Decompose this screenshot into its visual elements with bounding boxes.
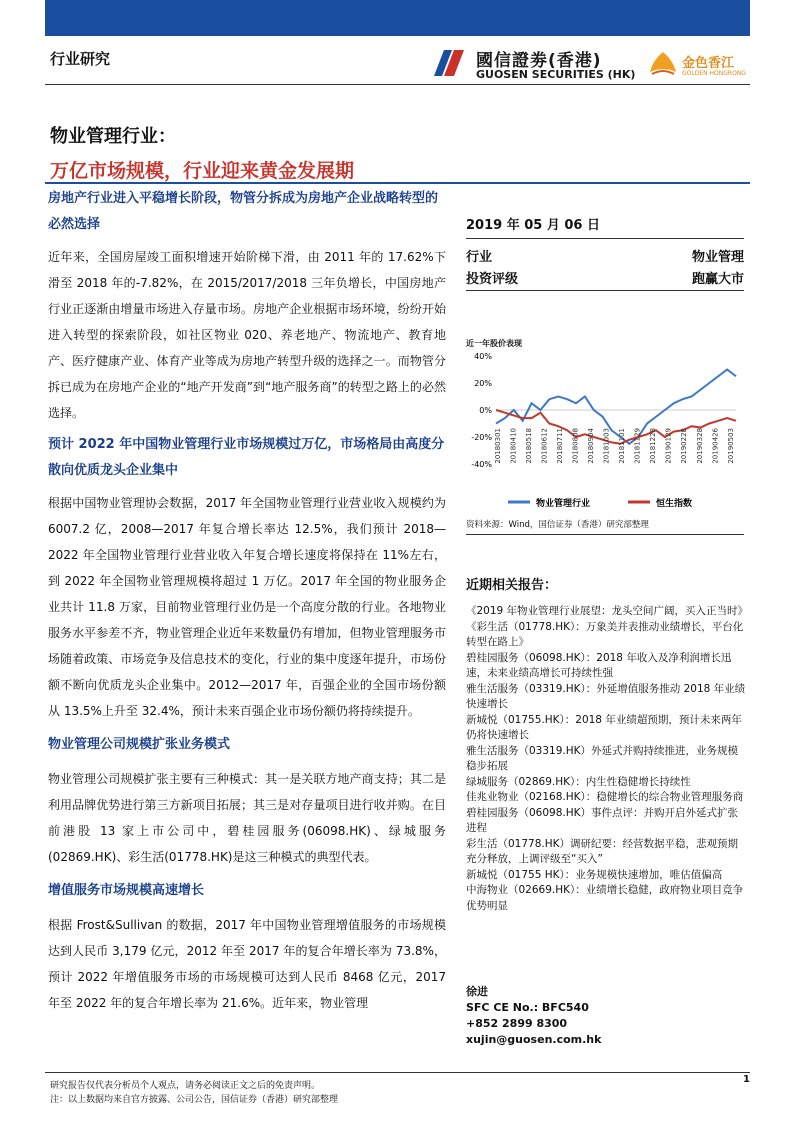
report-title: 物业管理行业：	[50, 126, 176, 147]
report-date: 2019 年 05 月 06 日	[466, 218, 600, 233]
related-reports-list	[466, 604, 749, 914]
report-item[interactable]: 新城悦（01755 HK）：业务规模快速增加，唯估值偏高	[466, 868, 723, 881]
stock-chart	[466, 350, 744, 510]
x-tick-label: 20190426	[711, 428, 720, 464]
report-item[interactable]: 绿城服务（02869.HK）：内生性稳健增长持续性	[466, 775, 691, 788]
chart-source: 资料来源：Wind，国信证券（香港）研究部整理	[466, 520, 649, 530]
y-tick-label: 20%	[474, 379, 492, 388]
legend-label: 恒生指数	[656, 499, 693, 509]
logo-english: GUOSEN SECURITIES (HK)	[476, 68, 636, 81]
footer-divider	[45, 1072, 750, 1073]
date-divider	[466, 238, 744, 239]
x-tick-label: 20181101	[618, 428, 627, 464]
guosen-logo-icon	[430, 46, 470, 80]
y-tick-label: 0%	[479, 406, 492, 415]
golden-logo-chinese: 金色香江	[682, 56, 735, 71]
report-item[interactable]: 雅生活服务（03319.HK）外延式并购持续推进，业务规模稳步拓展	[466, 744, 739, 772]
page-number: 1	[743, 1074, 750, 1085]
industry-label: 行业	[466, 250, 493, 265]
x-tick-label: 20190328	[695, 428, 704, 464]
right-column	[466, 214, 744, 233]
x-tick-label: 20181228	[649, 428, 658, 464]
analyst-phone: +852 2899 8300	[466, 1017, 568, 1030]
heading-3: 物业管理公司规模扩张业务模式	[48, 737, 231, 752]
heading-4: 增值服务市场规模高速增长	[48, 883, 205, 898]
report-item[interactable]: 碧桂园服务（06098.HK）事件点评：并购开启外延式扩张进程	[466, 806, 739, 834]
reports-title: 近期相关报告：	[466, 578, 558, 593]
x-tick-label: 20181003	[602, 428, 611, 464]
legend-label: 物业管理行业	[536, 499, 591, 509]
report-item[interactable]: 《彩生活（01778.HK）：万象美并表推动业绩增长，平台化转型在路上》	[466, 620, 744, 648]
rating-divider	[466, 290, 744, 291]
y-tick-label: -40%	[471, 460, 492, 469]
logo-chinese: 國信證劵(香港)	[476, 51, 602, 71]
left-column	[48, 186, 446, 1016]
x-tick-label: 20190503	[726, 428, 735, 464]
report-item[interactable]: 中海物业（02669.HK）：业绩增长稳健，政府物业项目竞争优势明显	[466, 884, 744, 912]
x-tick-label: 20180301	[494, 428, 502, 464]
top-color-bar	[45, 0, 750, 36]
x-tick-label: 20180518	[525, 428, 534, 464]
report-item[interactable]: 佳兆业物业（02168.HK）：稳健增长的综合物业管理服务商	[466, 791, 744, 803]
x-tick-label: 20180808	[571, 428, 580, 464]
contact-block	[466, 984, 601, 1048]
x-tick-label: 20180612	[540, 428, 549, 464]
golden-logo-english: GOLDEN HONGRONG	[682, 70, 746, 77]
y-tick-label: -20%	[471, 433, 492, 442]
x-tick-label: 20180711	[556, 428, 565, 464]
report-item[interactable]: 碧桂园服务（06098.HK）：2018 年收入及净利润增长迅速，未来业绩高增长可持续性强	[466, 651, 732, 679]
rating-label: 投资评级	[466, 272, 519, 287]
y-tick-label: 40%	[474, 352, 492, 361]
rating-value: 跑赢大市	[691, 272, 744, 287]
report-item[interactable]: 雅生活服务（03319.HK）：外延增值服务推动 2018 年业绩快速增长	[466, 682, 746, 710]
analyst-email[interactable]: xujin@guosen.com.hk	[466, 1033, 602, 1046]
paragraph-2: 根据中国物业管理协会数据，2017 年全国物业管理行业营业收入规模约为 6007.2 亿，2008—2017 年复合增长率达 12.5%，我们预计 2018—2022 年全国物业管理行业营业收入年复合增长速度将保持在 11%左右，到 2022 年全国物业管理规模将超过 1 万亿。2017 年全国的物业服务企业共计 11.8 万家，目前物业管理行业仍是一个高度分散的行业。各地物业服务水平参差不齐，物业管理企业近年来数量仍有增加，但物业管理服务市场随着政策、市场竞争及信息技术的变化，行业的集中度逐年提升，市场份额不断向优质龙头企业集中。2012—2017 年，百强企业的全国市场份额从 13.5%上升至 32.4%，预计未来百强企业市场份额仍将持续提升。	[48, 496, 446, 718]
golden-logo	[648, 44, 748, 84]
paragraph-4: 根据 Frost&Sullivan 的数据，2017 年中国物业管理增值服务的市场规模达到人民币 3,179 亿元，2012 年至 2017 年的复合年增长率为 73.8%，预计 2022 年增值服务市场的市场规模可达到人民币 8468 亿元，2017 年至 2022 年的复合年增长率为 21.6%。近年来，物业管理	[48, 918, 446, 1010]
industry-value: 物业管理	[691, 250, 744, 265]
footer-note: 注：以上数据均来自官方披露、公司公告，国信证券（香港）研究部整理	[50, 1095, 339, 1105]
heading-2: 预计 2022 年中国物业管理行业市场规模过万亿，市场格局由高度分散向优质龙头企业集中	[48, 437, 445, 478]
report-subtitle: 万亿市场规模，行业迎来黄金发展期	[50, 160, 355, 182]
rating-block	[466, 246, 744, 286]
paragraph-1: 近年来，全国房屋竣工面积增速开始阶梯下滑，由 2011 年的 17.62%下滑至 2018 年的-7.82%，在 2015/2017/2018 三年负增长，中国房地产行业正逐渐由增量市场进入存量市场。房地产企业根据市场环境，纷纷开始进入转型的探索阶段，如社区物业 020、养老地产、物流地产、教育地产、医疗健康产业、体育产业等成为房地产转型升级的选择之一。而物管分拆已成为在房地产企业的“地产开发商”到“地产服务商”的转型之路上的必然选择。	[48, 250, 446, 420]
report-item[interactable]: 彩生活（01778.HK）调研纪要：经营数据平稳，悲观预期充分释放，上调评级至“买入”	[466, 837, 739, 865]
report-item[interactable]: 新城悦（01755.HK）：2018 年业绩超预期，预计未来两年仍将快速增长	[466, 713, 742, 741]
footer-disclaimer: 研究报告仅代表分析员个人观点，请务必阅读正文之后的免责声明。	[50, 1081, 321, 1091]
section-label: 行业研究	[50, 50, 111, 68]
x-tick-label: 20190228	[680, 428, 689, 464]
analyst-name: 徐进	[466, 985, 488, 998]
chart-caption: 近一年股价表现	[466, 339, 522, 348]
title-divider	[45, 182, 750, 184]
paragraph-3: 物业管理公司规模扩张主要有三种模式：其一是关联方地产商支持；其二是利用品牌优势进行第三方新项目拓展；其三是对存量项目进行收并购。在目前港股 13 家上市公司中，碧桂园服务(06098.HK)、绿城服务(02869.HK)、彩生活(01778.HK)是这三种模式的典型代表。	[48, 772, 446, 864]
heading-1: 房地产行业进入平稳增长阶段，物管分拆成为房地产企业战略转型的必然选择	[48, 191, 439, 232]
chart-divider	[466, 534, 744, 535]
x-tick-label: 20181129	[633, 428, 642, 464]
x-tick-label: 20180904	[587, 428, 596, 464]
report-item[interactable]: 《2019 年物业管理行业展望：龙头空间广阔，买入正当时》	[466, 605, 749, 617]
header-divider	[45, 84, 750, 85]
guosen-logo	[430, 44, 640, 84]
golden-logo-icon	[648, 50, 678, 78]
x-tick-label: 20180410	[509, 428, 518, 464]
x-tick-label: 20190129	[664, 428, 673, 464]
analyst-sfc: SFC CE No.: BFC540	[466, 1001, 589, 1014]
